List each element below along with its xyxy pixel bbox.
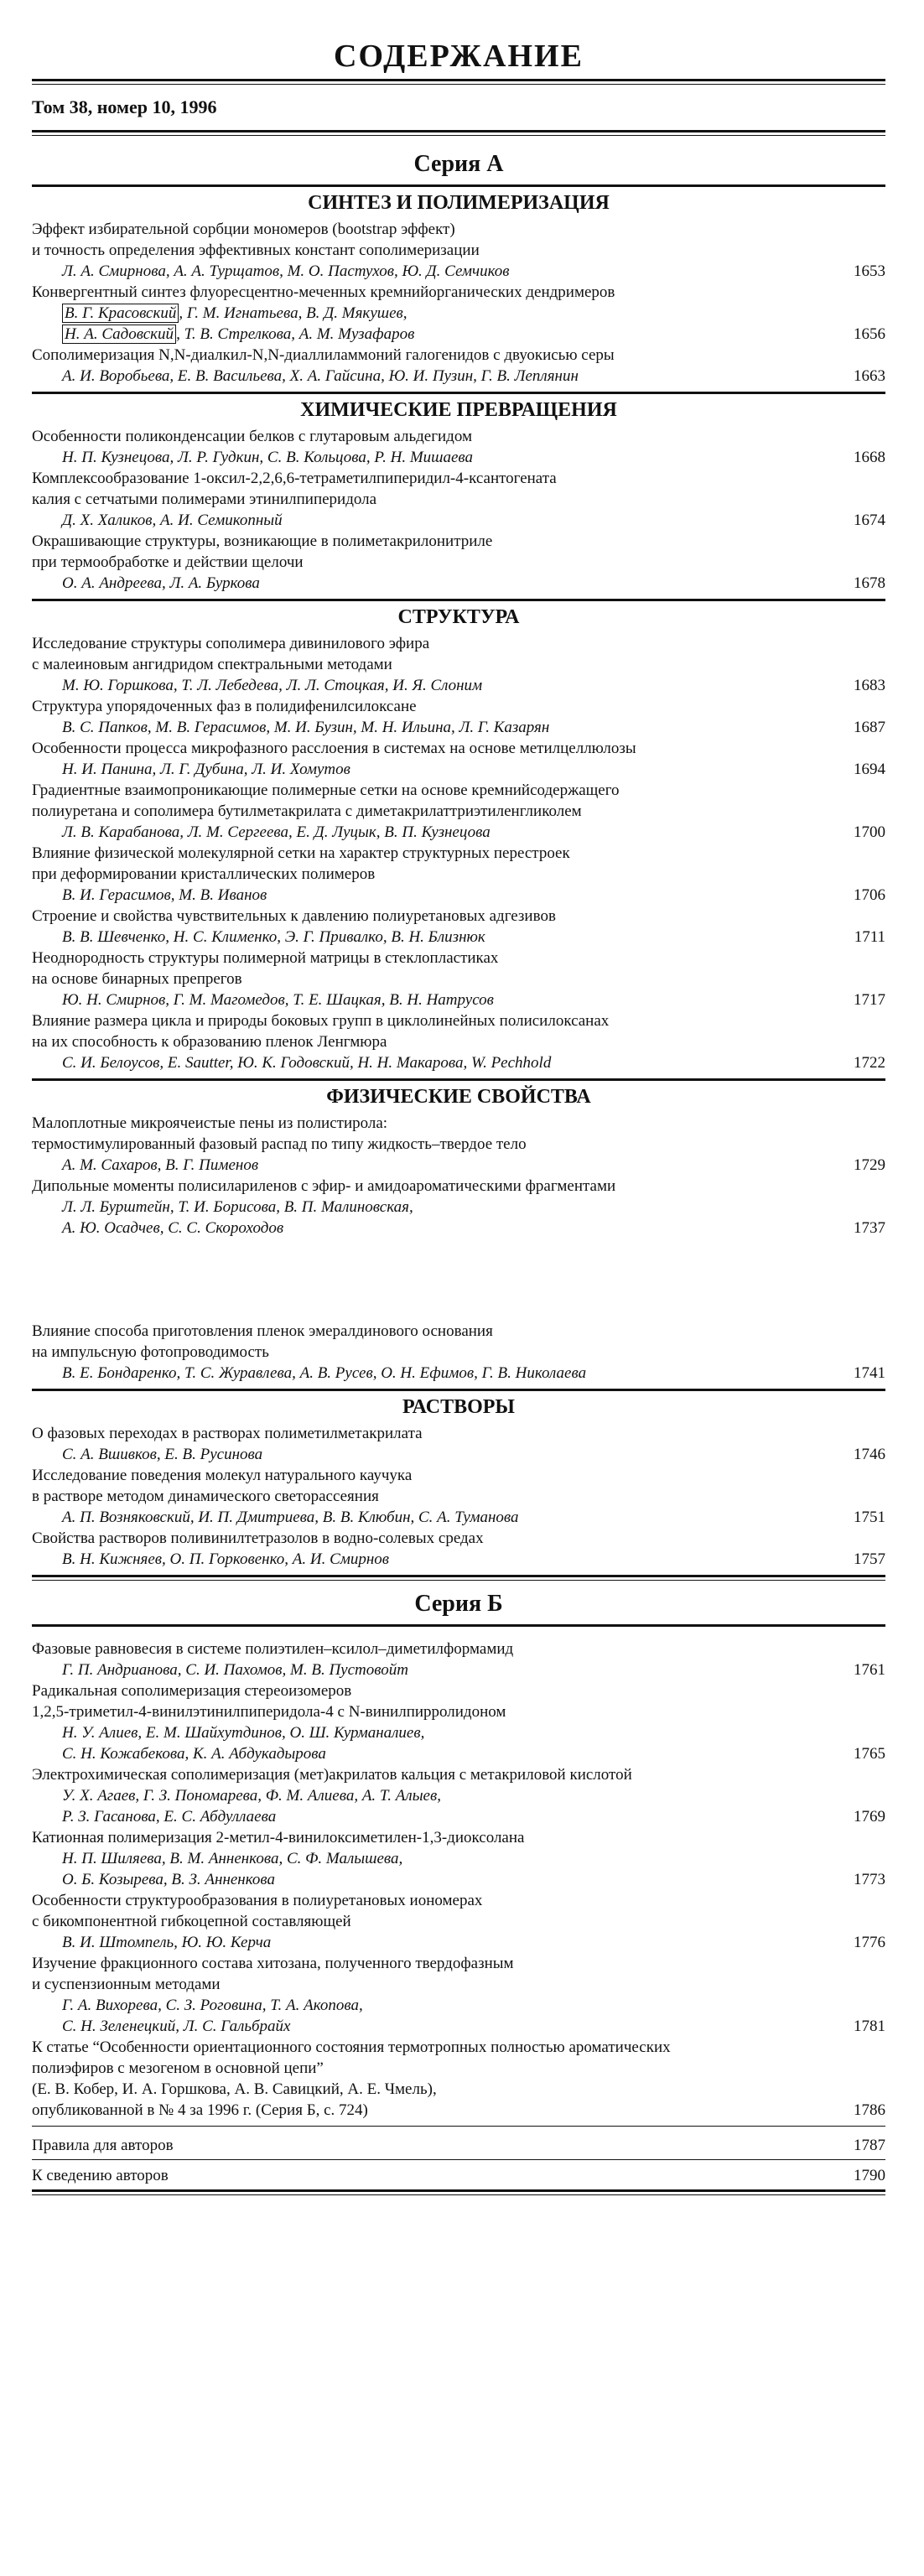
- entry-title: Сополимеризация N,N-диалкил-N,N-диаллиламмоний галогенидов с двуокисью серы: [32, 346, 615, 364]
- entry-page: 1706: [854, 886, 885, 904]
- entry-title: Исследование структуры сополимера дивинилового эфира: [32, 635, 430, 652]
- toc-entry[interactable]: [32, 1010, 885, 1073]
- entry-title: Окрашивающие структуры, возникающие в полиметакрилонитриле: [32, 532, 493, 550]
- entry-authors: О. А. Андреева, Л. А. Буркова: [62, 574, 260, 592]
- entry-authors: [32, 303, 827, 324]
- toc-entry[interactable]: [32, 1890, 885, 1953]
- entry-page: 1694: [854, 761, 885, 778]
- entry-authors: С. Н. Зеленецкий, Л. С. Гальбрайх: [62, 2018, 291, 2035]
- entry-title: Строение и свойства чувствительных к давлению полиуретановых адгезивов: [32, 907, 556, 925]
- entry-authors: Н. У. Алиев, Е. М. Шайхутдинов, О. Ш. Курманалиев,: [62, 1724, 425, 1742]
- entry-authors: У. Х. Агаев, Г. З. Пономарева, Ф. М. Алиева, А. Т. Алыев,: [62, 1787, 441, 1805]
- entry-page: 1746: [854, 1446, 885, 1463]
- entry-page: 1741: [854, 1364, 885, 1382]
- entry-title: Свойства растворов поливинилтетразолов в водно-солевых средах: [32, 1530, 484, 1547]
- section-heading: ХИМИЧЕСКИЕ ПРЕВРАЩЕНИЯ: [300, 399, 617, 421]
- entry-title: Влияние физической молекулярной сетки на характер структурных перестроек: [32, 844, 570, 862]
- toc-entry-rules[interactable]: [32, 2135, 885, 2156]
- section-heading: СИНТЕЗ И ПОЛИМЕРИЗАЦИЯ: [308, 192, 610, 214]
- toc-entry[interactable]: [32, 1953, 885, 2037]
- entry-title: полиуретана и сополимера бутилметакрилата с диметакрилаттриэтиленгликолем: [32, 802, 582, 820]
- entry-authors: В. И. Герасимов, М. В. Иванов: [62, 886, 267, 904]
- entry-title: Электрохимическая сополимеризация (мет)акрилатов кальция с метакриловой кислотой: [32, 1766, 632, 1784]
- toc-entry[interactable]: [32, 219, 885, 282]
- entry-authors: С. А. Вшивков, Е. В. Русинова: [62, 1446, 263, 1463]
- entry-title: Особенности структурообразования в полиуретановых иономерах: [32, 1892, 483, 1909]
- entry-title: Влияние способа приготовления пленок эмералдинового основания: [32, 1322, 493, 1340]
- toc-entry[interactable]: [32, 1176, 885, 1239]
- entry-title: на импульсную фотопроводимость: [32, 1343, 269, 1361]
- blank-gap: [32, 1239, 885, 1321]
- entry-page: 1717: [854, 991, 885, 1009]
- entry-authors: А. П. Возняковский, И. П. Дмитриева, В. В. Клюбин, С. А. Туманова: [62, 1509, 519, 1526]
- entry-authors: Н. И. Панина, Л. Г. Дубина, Л. И. Хомутов: [62, 761, 350, 778]
- toc-entry[interactable]: [32, 2037, 885, 2121]
- entry-title: на основе бинарных препрегов: [32, 970, 242, 988]
- entry-authors: Д. Х. Халиков, А. И. Семикопный: [62, 512, 283, 529]
- entry-authors: С. И. Белоусов, E. Sautter, Ю. К. Годовский, Н. Н. Макарова, W. Pechhold: [62, 1054, 552, 1072]
- entry-page: 1757: [854, 1550, 885, 1568]
- entry-title: с малеиновым ангидридом спектральными методами: [32, 656, 392, 673]
- entry-authors: В. В. Шевченко, Н. С. Клименко, Э. Г. Привалко, В. Н. Близнюк: [62, 928, 485, 946]
- entry-authors: Н. П. Шиляева, В. М. Анненкова, С. Ф. Малышева,: [62, 1850, 403, 1867]
- entry-title: с бикомпонентной гибкоцепной составляющей: [32, 1913, 351, 1930]
- toc-entry[interactable]: [32, 531, 885, 594]
- entry-title: Фазовые равновесия в системе полиэтилен–ксилол–диметилформамид: [32, 1640, 514, 1658]
- entry-page: 1656: [854, 325, 885, 343]
- entry-page: 1776: [854, 1934, 885, 1951]
- entry-authors: А. И. Воробьева, Е. В. Васильева, Х. А. Гайсина, Ю. И. Пузин, Г. В. Леплянин: [62, 367, 579, 385]
- entry-authors: Г. А. Вихорева, С. З. Роговина, Т. А. Акопова,: [62, 1997, 363, 2014]
- entry-authors: [32, 324, 827, 345]
- toc-entry[interactable]: [32, 282, 885, 345]
- series-b-heading: Серия Б: [414, 1591, 503, 1617]
- entry-title: О фазовых переходах в растворах полиметилметакрилата: [32, 1425, 423, 1442]
- series-rule: [32, 1575, 885, 1581]
- toc-entry[interactable]: [32, 633, 885, 696]
- entry-title: Конвергентный синтез флуоресцентно-меченных кремнийорганических дендримеров: [32, 283, 615, 301]
- entry-title: Градиентные взаимопроникающие полимерные сетки на основе кремнийсодержащего: [32, 782, 620, 799]
- toc-entry[interactable]: [32, 1528, 885, 1570]
- entry-page: 1674: [854, 512, 885, 529]
- series-a-heading: Серия А: [413, 151, 504, 177]
- entry-authors: Л. В. Карабанова, Л. М. Сергеева, Е. Д. Луцык, В. П. Кузнецова: [62, 823, 491, 841]
- title-rule: [32, 79, 885, 85]
- author-rest: , Г. М. Игнатьева, В. Д. Мякушев,: [179, 304, 407, 322]
- entry-authors: В. И. Штомпель, Ю. Ю. Керча: [62, 1934, 272, 1951]
- section-heading: РАСТВОРЫ: [402, 1396, 515, 1418]
- entry-title: Исследование поведения молекул натурального каучука: [32, 1467, 413, 1484]
- toc-entry[interactable]: [32, 468, 885, 531]
- entry-page: 1761: [854, 1661, 885, 1679]
- entry-authors: А. М. Сахаров, В. Г. Пименов: [62, 1156, 259, 1174]
- entry-title: и точность определения эффективных констант сополимеризации: [32, 242, 480, 259]
- entry-title: при деформировании кристаллических полимеров: [32, 865, 376, 883]
- toc-entry[interactable]: [32, 1764, 885, 1827]
- entry-page: 1787: [854, 2137, 885, 2154]
- entry-authors: М. Ю. Горшкова, Т. Л. Лебедева, Л. Л. Стоцкая, И. Я. Слоним: [62, 677, 483, 694]
- toc-entry[interactable]: [32, 696, 885, 738]
- toc-entry[interactable]: [32, 1423, 885, 1465]
- entry-page: 1786: [854, 2101, 885, 2119]
- entry-authors: Р. З. Гасанова, Е. С. Абдуллаева: [62, 1808, 277, 1826]
- entry-page: 1663: [854, 367, 885, 385]
- issue-rule: [32, 130, 885, 136]
- entry-title: Катионная полимеризация 2-метил-4-винилоксиметилен-1,3-диоксолана: [32, 1829, 525, 1846]
- entry-authors: В. Е. Бондаренко, Т. С. Журавлева, А. В. Русев, О. Н. Ефимов, Г. В. Николаева: [62, 1364, 587, 1382]
- entry-title: Особенности процесса микрофазного расслоения в системах на основе метилцеллюлозы: [32, 740, 636, 757]
- section-rule: [32, 2126, 885, 2127]
- entry-title: К сведению авторов: [32, 2167, 169, 2184]
- entry-title: в растворе методом динамического светорассеяния: [32, 1488, 379, 1505]
- toc-entry[interactable]: [32, 426, 885, 468]
- section-heading: ФИЗИЧЕСКИЕ СВОЙСТВА: [326, 1086, 591, 1108]
- toc-entry-info[interactable]: [32, 2165, 885, 2186]
- entry-authors: Н. П. Кузнецова, Л. Р. Гудкин, С. В. Кольцова, Р. Н. Мишаева: [62, 449, 474, 466]
- entry-page: 1683: [854, 677, 885, 694]
- entry-title: Структура упорядоченных фаз в полидифенилсилоксане: [32, 698, 417, 715]
- author-boxed: В. Г. Красовский: [62, 304, 179, 323]
- entry-title: Влияние размера цикла и природы боковых групп в циклолинейных полисилоксанах: [32, 1012, 610, 1030]
- entry-page: 1769: [854, 1808, 885, 1826]
- toc-entry[interactable]: [32, 345, 885, 387]
- entry-authors: О. Б. Козырева, В. З. Анненкова: [62, 1871, 276, 1888]
- entry-page: 1751: [854, 1509, 885, 1526]
- toc-entry[interactable]: [32, 1827, 885, 1890]
- entry-page: 1722: [854, 1054, 885, 1072]
- entry-title: Особенности поликонденсации белков с глутаровым альдегидом: [32, 428, 473, 445]
- toc-page: [32, 34, 885, 2195]
- entry-title: Неоднородность структуры полимерной матрицы в стеклопластиках: [32, 949, 499, 967]
- entry-title: Малоплотные микроячеистые пены из полистирола:: [32, 1114, 388, 1132]
- entry-title: калия с сетчатыми полимерами этинилпиперидола: [32, 491, 377, 508]
- entry-authors: А. Ю. Осадчев, С. С. Скороходов: [62, 1219, 284, 1237]
- entry-authors: Г. П. Андрианова, С. И. Пахомов, М. В. Пустовойт: [62, 1661, 408, 1679]
- entry-title: термостимулированный фазовый распад по типу жидкость–твердое тело: [32, 1135, 527, 1153]
- entry-title: Комплексообразование 1-оксил-2,2,6,6-тетраметилпиперидил-4-ксантогената: [32, 470, 557, 487]
- entry-authors: В. С. Папков, М. В. Герасимов, М. И. Бузин, М. Н. Ильина, Л. Г. Казарян: [62, 719, 550, 736]
- entry-page: 1711: [854, 928, 885, 946]
- entry-title: Изучение фракционного состава хитозана, полученного твердофазным: [32, 1955, 514, 1972]
- entry-title: полиэфиров с мезогеном в основной цепи”: [32, 2059, 324, 2077]
- toc-entry[interactable]: [32, 1639, 885, 1680]
- section-rule: [32, 2159, 885, 2160]
- entry-page: 1773: [854, 1871, 885, 1888]
- entry-title: Радикальная сополимеризация стереоизомеров: [32, 1682, 352, 1700]
- entry-title: Правила для авторов: [32, 2137, 174, 2154]
- entry-page: 1668: [854, 449, 885, 466]
- spacer: [32, 1627, 885, 1639]
- toc-entry[interactable]: [32, 1113, 885, 1176]
- entry-title: и суспензионным методами: [32, 1976, 221, 1993]
- author-boxed: Н. А. Садовский: [62, 325, 176, 344]
- entry-title: К статье “Особенности ориентационного состояния термотропных полностью ароматических: [32, 2038, 671, 2056]
- entry-page: 1781: [854, 2018, 885, 2035]
- toc-entry[interactable]: [32, 1465, 885, 1528]
- entry-page: 1737: [854, 1219, 885, 1237]
- entry-title: (Е. В. Кобер, И. А. Горшкова, А. В. Савицкий, А. Е. Чмель),: [32, 2080, 437, 2098]
- entry-title: Эффект избирательной сорбции мономеров (bootstrap эффект): [32, 221, 455, 238]
- entry-page: 1729: [854, 1156, 885, 1174]
- toc-entry[interactable]: [32, 738, 885, 780]
- entry-authors: Л. Л. Бурштейн, Т. И. Борисова, В. П. Малиновская,: [62, 1198, 413, 1216]
- entry-title: 1,2,5-триметил-4-винилэтинилпиперидола-4 с N-винилпирролидоном: [32, 1703, 506, 1721]
- toc-entry[interactable]: [32, 948, 885, 1010]
- entry-title: на их способность к образованию пленок Ленгмюра: [32, 1033, 387, 1051]
- entry-authors: С. Н. Кожабекова, К. А. Абдукадырова: [62, 1745, 326, 1763]
- entry-title: при термообработке и действии щелочи: [32, 553, 304, 571]
- entry-page: 1700: [854, 823, 885, 841]
- entry-authors: Л. А. Смирнова, А. А. Турщатов, М. О. Пастухов, Ю. Д. Семчиков: [62, 262, 510, 280]
- entry-page: 1687: [854, 719, 885, 736]
- entry-authors: В. Н. Кижняев, О. П. Горковенко, А. И. Смирнов: [62, 1550, 390, 1568]
- entry-authors: Ю. Н. Смирнов, Г. М. Магомедов, Т. Е. Шацкая, В. Н. Натрусов: [62, 991, 494, 1009]
- bottom-rule: [32, 2189, 885, 2195]
- toc-entry[interactable]: [32, 906, 885, 948]
- author-rest: , Т. В. Стрелкова, А. М. Музафаров: [176, 325, 415, 343]
- toc-entry[interactable]: [32, 780, 885, 843]
- entry-title: опубликованной в № 4 за 1996 г. (Серия Б, с. 724): [32, 2101, 368, 2119]
- entry-page: 1765: [854, 1745, 885, 1763]
- toc-entry[interactable]: [32, 1321, 885, 1384]
- toc-entry[interactable]: [32, 1680, 885, 1764]
- section-heading: СТРУКТУРА: [397, 606, 520, 628]
- entry-page: 1678: [854, 574, 885, 592]
- issue-line: Том 38, номер 10, 1996: [32, 96, 217, 117]
- entry-page: 1790: [854, 2167, 885, 2184]
- page-title: СОДЕРЖАНИЕ: [334, 39, 584, 74]
- entry-page: 1653: [854, 262, 885, 280]
- toc-entry[interactable]: [32, 843, 885, 906]
- entry-title: Дипольные моменты полисилариленов с эфир- и амидоароматическими фрагментами: [32, 1177, 616, 1195]
